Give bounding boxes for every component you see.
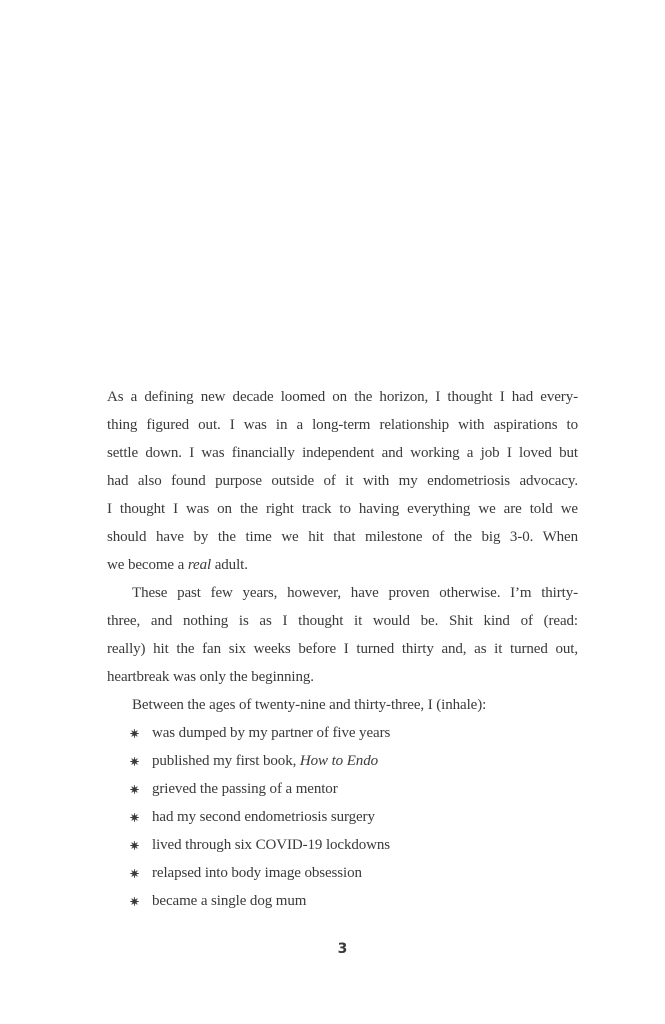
text-line: heartbreak was only the beginning. [107,669,314,685]
paragraphs [107,383,578,719]
text-line: three, and nothing is as I thought it would be. Shit kind of (read: [107,613,578,629]
bullet-icon [130,831,139,859]
list-item [107,747,578,775]
text-line: we become a real adult. [107,557,248,573]
bullet-list [107,719,578,915]
bullet-icon [130,859,139,887]
text-line: really) hit the fan six weeks before I turned thirty and, as it turned out, [107,641,578,657]
bullet-icon [130,747,139,775]
bullet-icon [130,803,139,831]
paragraph [107,383,578,579]
list-item [107,887,578,915]
bullet-text: relapsed into body image obsession [152,865,362,881]
paragraph [107,691,578,719]
list-item [107,775,578,803]
text-line: Between the ages of twenty-nine and thirty-three, I (inhale): [132,697,487,713]
text-line: As a defining new decade loomed on the horizon, I thought I had every- [107,389,578,405]
list-item [107,803,578,831]
list-item [107,831,578,859]
bullet-text: was dumped by my partner of five years [152,725,391,741]
bullet-icon [130,775,139,803]
text-line: had also found purpose outside of it with my endometriosis advocacy. [107,473,578,489]
paragraph [107,579,578,691]
bullet-icon [130,887,139,915]
list-item [107,859,578,887]
text-line: settle down. I was financially independent and working a job I loved but [107,445,578,461]
body-text [107,383,578,915]
text-line: These past few years, however, have proven otherwise. I’m thirty- [132,585,578,601]
bullet-icon [130,719,139,747]
page-number: 3 [337,941,348,957]
list-item [107,719,578,747]
bullet-text: had my second endometriosis surgery [152,809,375,825]
bullet-text: grieved the passing of a mentor [152,781,338,797]
text-line: I thought I was on the right track to having everything we are told we [107,501,578,517]
bullet-text: became a single dog mum [152,893,307,909]
text-line: should have by the time we hit that milestone of the big 3-0. When [107,529,578,545]
text-line: thing figured out. I was in a long-term relationship with aspirations to [107,417,578,433]
bullet-text: lived through six COVID-19 lockdowns [152,837,391,853]
bullet-text: published my first book, How to Endo [152,753,378,769]
